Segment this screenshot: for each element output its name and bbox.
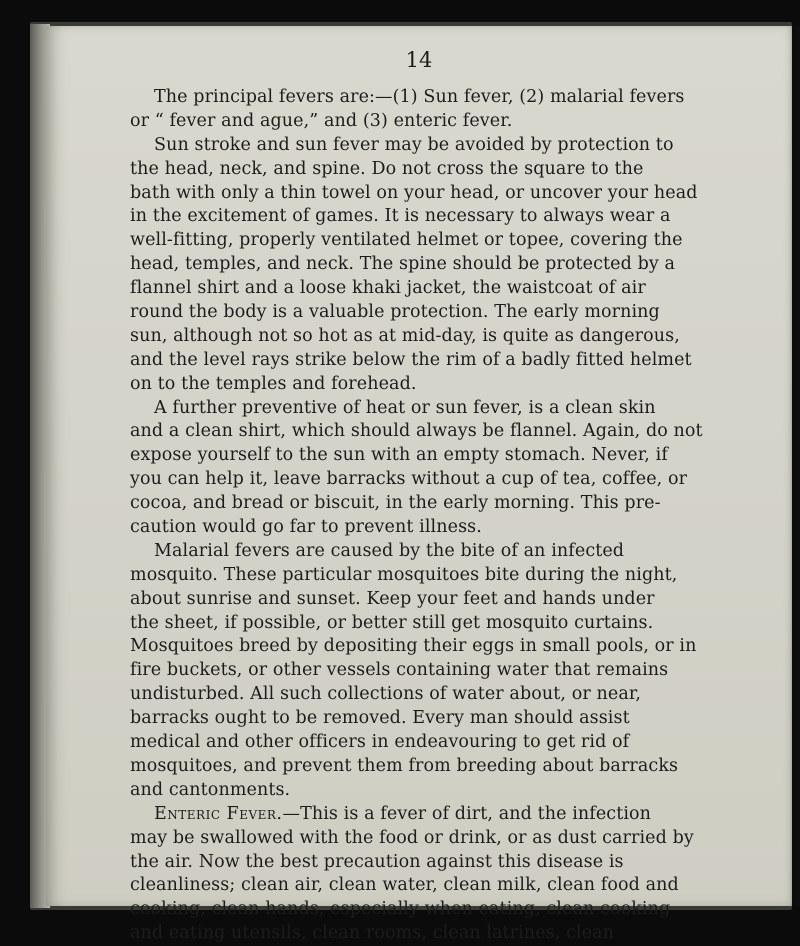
text-line: may be swallowed with the food or drink, or as dust carried by [130,827,694,848]
text-line: and eating utensils, clean rooms, clean latrines, clean [130,923,615,944]
text-line: well-fitting, properly ventilated helmet or topee, covering the [130,230,683,251]
text-line: on to the temples and forehead. [130,373,417,394]
text-line: and the level rays strike below the rim of a badly fitted helmet [130,349,692,370]
text-line: Malarial fevers are caused by the bite of an infected [154,540,625,561]
text-line: and cantonments. [130,779,291,800]
text-line: undisturbed. All such collections of water about, or near, [130,684,642,705]
text-line: barracks ought to be removed. Every man should assist [130,708,630,729]
text-line: mosquitoes, and prevent them from breeding about barracks [130,755,679,776]
text-line: sun, although not so hot as at mid-day, is quite as dangerous, [130,325,680,346]
text-line: round the body is a valuable protection. The early morning [130,302,660,323]
text-line: expose yourself to the sun with an empty stomach. Never, if [130,445,668,466]
text-line: medical and other officers in endeavouring to get rid of [130,732,630,753]
section-heading-enteric-fever: Enteric Fever. [154,803,283,824]
text-line: cooking, clean hands, especially when eating, clean cooking [130,899,671,920]
text-line: bath with only a thin towel on your head, or uncover your head [130,182,698,203]
text-line: the head, neck, and spine. Do not cross the square to the [130,158,644,179]
text-line: head, temples, and neck. The spine should be protected by a [130,254,676,275]
text-line: The principal fevers are:—(1) Sun fever, (2) malarial fevers [154,87,685,107]
text-line: cleanliness; clean air, clean water, clean milk, clean food and [130,875,679,896]
text-line: A further preventive of heat or sun fever, is a clean skin [154,397,656,418]
text-line: the air. Now the best precaution against this disease is [130,851,624,872]
text-line: cocoa, and bread or biscuit, in the early morning. This pre- [130,493,661,514]
text-line: the sheet, if possible, or better still get mosquito curtains. [130,612,654,633]
text-line: Mosquitoes breed by depositing their eggs in small pools, or in [130,636,697,657]
text-line: or “ fever and ague,” and (3) enteric fever. [130,110,513,131]
page-edge-shadow [790,26,800,906]
body-text [130,86,730,946]
text-line: and a clean shirt, which should always be flannel. Again, do not [130,421,703,442]
text-line: fire buckets, or other vessels containing water that remains [130,660,669,681]
text-line: in the excitement of games. It is necessary to always wear a [130,206,671,227]
text-line: mosquito. These particular mosquitoes bite during the night, [130,564,678,585]
text-line: flannel shirt and a loose khaki jacket, the waistcoat of air [130,278,646,299]
text-line-enteric-rest: —This is a fever of dirt, and the infection [282,803,652,824]
text-line: Sun stroke and sun fever may be avoided by protection to [154,134,674,155]
page-number: 14 [405,48,433,72]
text-line: about sunrise and sunset. Keep your feet and hands under [130,588,655,609]
book-page [46,26,792,944]
text-line: caution would go far to prevent illness. [130,517,482,538]
text-line: you can help it, leave barracks without a cup of tea, coffee, or [130,469,688,490]
text-line-enteric [130,803,730,827]
